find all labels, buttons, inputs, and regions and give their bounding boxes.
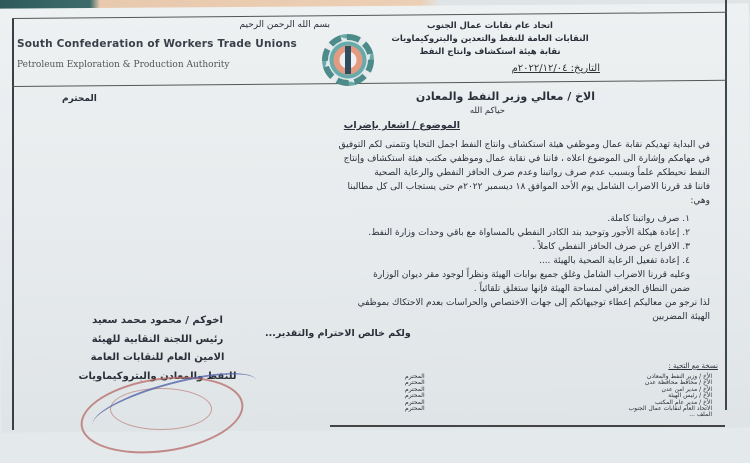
addressee-honorific: المحترم bbox=[62, 94, 97, 104]
subject: الموضوع / اشعار بإضراب bbox=[343, 120, 460, 131]
english-authority-name: Petroleum Exploration & Production Authority bbox=[17, 60, 230, 70]
arabic-org-line-2: النقابات العامة للنفط والتعدين والبتروكيماويات bbox=[391, 34, 589, 44]
demand-item: ١. صرف رواتبنا كاملة. bbox=[607, 214, 690, 224]
copies-title: نسخة مع التحية : bbox=[668, 362, 718, 370]
demand-item: ٤. إعادة تفعيل الرعاية الصحية بالهيئة .... bbox=[538, 256, 690, 266]
copy-honorific: المحترم bbox=[405, 385, 425, 393]
bottom-border bbox=[330, 425, 725, 427]
english-org-name: South Confederation of Workers Trade Unions bbox=[17, 38, 297, 50]
paragraph-line: النفط نحيطكم علماً وبسبب عدم صرف رواتبنا وعدم صرف الحافز النفطي والرعاية الصحية bbox=[374, 168, 710, 178]
strike-paragraph bbox=[373, 268, 690, 296]
signer-name: اخوكم / محمود محمد سعيد bbox=[92, 315, 223, 326]
paragraph-line: في مهامكم وإشارة الى الموضوع اعلاه ، فاننا في نقابة عمال وموظفي مكتب هيئة استكشاف وإنتاج bbox=[343, 154, 710, 164]
demands-list bbox=[368, 212, 690, 268]
copy-recipient: الأخ / مدير امن عدن bbox=[661, 385, 712, 393]
paragraph-line: في البداية تهديكم نقابة عمال وموظفي هيئة استكشاف وانتاج النفط اجمل التحايا وتتمنى لكم التوفيق bbox=[338, 140, 710, 150]
oil-derrick-icon bbox=[345, 46, 351, 74]
body-paragraph bbox=[40, 138, 710, 208]
demand-item: ٣. الافراج عن صرف الحافز النفطي كاملاً . bbox=[532, 242, 690, 252]
letter-date: التاريخ: ٢٠٢٢/١٢/٠٤م bbox=[511, 63, 600, 74]
arabic-org-line-3: نقابة هيئة استكشاف وانتاج النفط bbox=[419, 47, 561, 57]
copy-honorific: المحترم bbox=[405, 398, 425, 406]
paragraph-line: لذا نرجو من معاليكم إعطاء توجيهاتكم إلى جهات الاختصاص والحراسات بعدم الاحتكاك بموظفي bbox=[357, 298, 710, 308]
frame-left-border bbox=[12, 18, 14, 430]
basmala: بسم الله الرحمن الرحيم bbox=[239, 20, 330, 30]
copies-list bbox=[628, 374, 712, 419]
signer-title: للنفط والمعادن والبتروكيماويات bbox=[78, 370, 237, 382]
copy-honorific: المحترم bbox=[405, 392, 425, 400]
paragraph-line: فاننا قد قررنا الاضراب الشامل يوم الأحد الموافق ١٨ ديسمبر ٢٠٢٢م حتى يستجاب الى كل مطالبنا bbox=[347, 182, 710, 192]
copy-recipient: الملف ... bbox=[689, 411, 712, 419]
paragraph-line: وهي: bbox=[690, 196, 710, 206]
copy-recipient: الأخ / محافظ محافظة عدن bbox=[644, 379, 712, 387]
union-logo bbox=[322, 34, 374, 86]
request-paragraph bbox=[358, 296, 710, 324]
paragraph-line: الهيئة المضربين bbox=[652, 312, 710, 322]
copy-recipient: الأخ / مدير عام المكتب bbox=[654, 398, 712, 406]
paragraph-line: ضمن النطاق الجغرافي لمساحة الهيئة فإنها ستغلق تلقائياً . bbox=[473, 284, 690, 294]
copy-recipient: الاتحاد العام لنقابات عمال الجنوب bbox=[628, 405, 712, 413]
copy-honorific: المحترم bbox=[405, 373, 425, 380]
closing: ولكم خالص الاحترام والتقدير... bbox=[265, 328, 411, 339]
copy-honorific: المحترم bbox=[405, 405, 425, 413]
greeting: حياكم الله bbox=[469, 106, 505, 116]
signer-title: رئيس اللجنة النقابية للهيئة bbox=[91, 333, 224, 345]
signer-title: الامين العام للنقابات العامة bbox=[90, 352, 225, 363]
frame-right-border bbox=[725, 0, 727, 410]
copy-recipient: الأخ / وزير النفط والمعادن bbox=[646, 373, 712, 380]
paragraph-line: وعليه قررنا الاضراب الشامل وغلق جميع بوابات الهيئة ونظراً لوجود مقر ديوان الوزارة bbox=[373, 270, 690, 280]
copy-recipient: الأخ / رئيس الهيئة bbox=[668, 392, 712, 400]
copy-honorific: المحترم bbox=[405, 379, 425, 387]
arabic-org-line-1: اتحاد عام نقابات عمال الجنوب bbox=[427, 21, 553, 31]
copies-honorifics bbox=[405, 374, 425, 412]
addressee: الاخ / معالي وزير النفط والمعادن bbox=[415, 90, 595, 103]
demand-item: ٢. إعادة هيكلة الأجور وتوحيد بند الكادر النفطي بالمساواة مع باقي وحدات وزارة النفط. bbox=[368, 228, 690, 238]
